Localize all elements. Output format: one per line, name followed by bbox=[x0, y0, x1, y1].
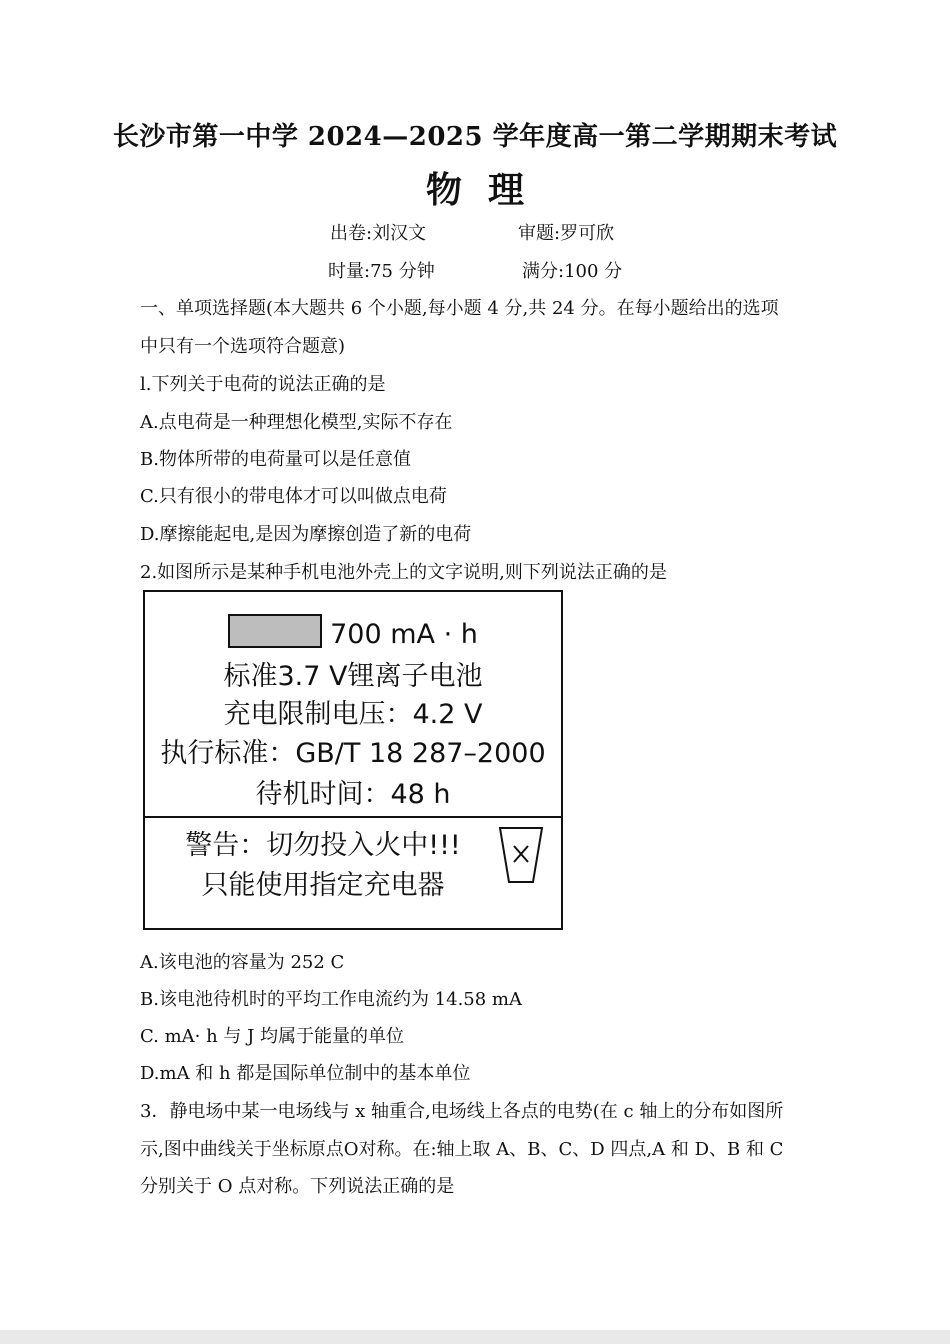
q2-option-d: D.mA 和 h 都是国际单位制中的基本单位 bbox=[140, 1063, 471, 1084]
page-bottom-edge bbox=[0, 1330, 950, 1344]
section-intro-line1: 一、单项选择题(本大题共 6 个小题,每小题 4 分,共 24 分。在每小题给出的选项 bbox=[140, 298, 779, 319]
exam-title: 长沙市第一中学 2024—2025 学年度高一第二学期期末考试 bbox=[112, 122, 838, 152]
standard-text: 执行标准：GB/T 18 287–2000 bbox=[160, 738, 546, 769]
q2-option-c: C. mA· h 与 J 均属于能量的单位 bbox=[140, 1026, 405, 1047]
battery-type-text: 标准3.7 V锂离子电池 bbox=[223, 661, 483, 692]
charge-voltage-text: 充电限制电压：4.2 V bbox=[223, 699, 483, 730]
capacity-text: 700 mA · h bbox=[330, 619, 478, 650]
standby-text: 待机时间：48 h bbox=[255, 779, 451, 810]
capacity-row bbox=[145, 614, 561, 650]
q1-stem: l.下列关于电荷的说法正确的是 bbox=[140, 374, 386, 395]
q3-line2: 示,图中曲线关于坐标原点O对称。在:轴上取 A、B、C、D 四点,A 和 D、B 和 C bbox=[140, 1139, 784, 1160]
crossed-bin-icon bbox=[498, 824, 544, 886]
q1-option-b: B.物体所带的电荷量可以是任意值 bbox=[140, 449, 411, 470]
reviewer-info: 审题:罗可欣 bbox=[518, 223, 615, 244]
score-info: 满分:100 分 bbox=[522, 261, 623, 282]
warning-text-1: 警告：切勿投入火中!!! bbox=[185, 830, 461, 861]
gray-swatch bbox=[228, 614, 322, 648]
author-info: 出卷:刘汉文 bbox=[330, 223, 427, 244]
section-intro-line2: 中只有一个选项符合题意) bbox=[140, 336, 346, 357]
battery-label-figure bbox=[143, 590, 563, 930]
warning-text-2: 只能使用指定充电器 bbox=[201, 870, 445, 901]
figure-divider bbox=[145, 816, 561, 818]
q1-option-d: D.摩擦能起电,是因为摩擦创造了新的电荷 bbox=[140, 524, 472, 545]
q2-option-b: B.该电池待机时的平均工作电流约为 14.58 mA bbox=[140, 989, 522, 1010]
time-info: 时量:75 分钟 bbox=[328, 261, 435, 282]
subject-title: 物理 bbox=[425, 169, 550, 211]
q1-option-c: C.只有很小的带电体才可以叫做点电荷 bbox=[140, 486, 447, 507]
q2-stem: 2.如图所示是某种手机电池外壳上的文字说明,则下列说法正确的是 bbox=[140, 562, 667, 583]
q2-option-a: A.该电池的容量为 252 C bbox=[140, 952, 345, 973]
battery-spec-panel bbox=[145, 592, 561, 816]
q3-line1: 3．静电场中某一电场线与 x 轴重合,电场线上各点的电势(在 c 轴上的分布如图所 bbox=[140, 1101, 784, 1122]
q1-option-a: A.点电荷是一种理想化模型,实际不存在 bbox=[140, 412, 453, 433]
q3-line3: 分别关于 O 点对称。下列说法正确的是 bbox=[140, 1176, 455, 1197]
